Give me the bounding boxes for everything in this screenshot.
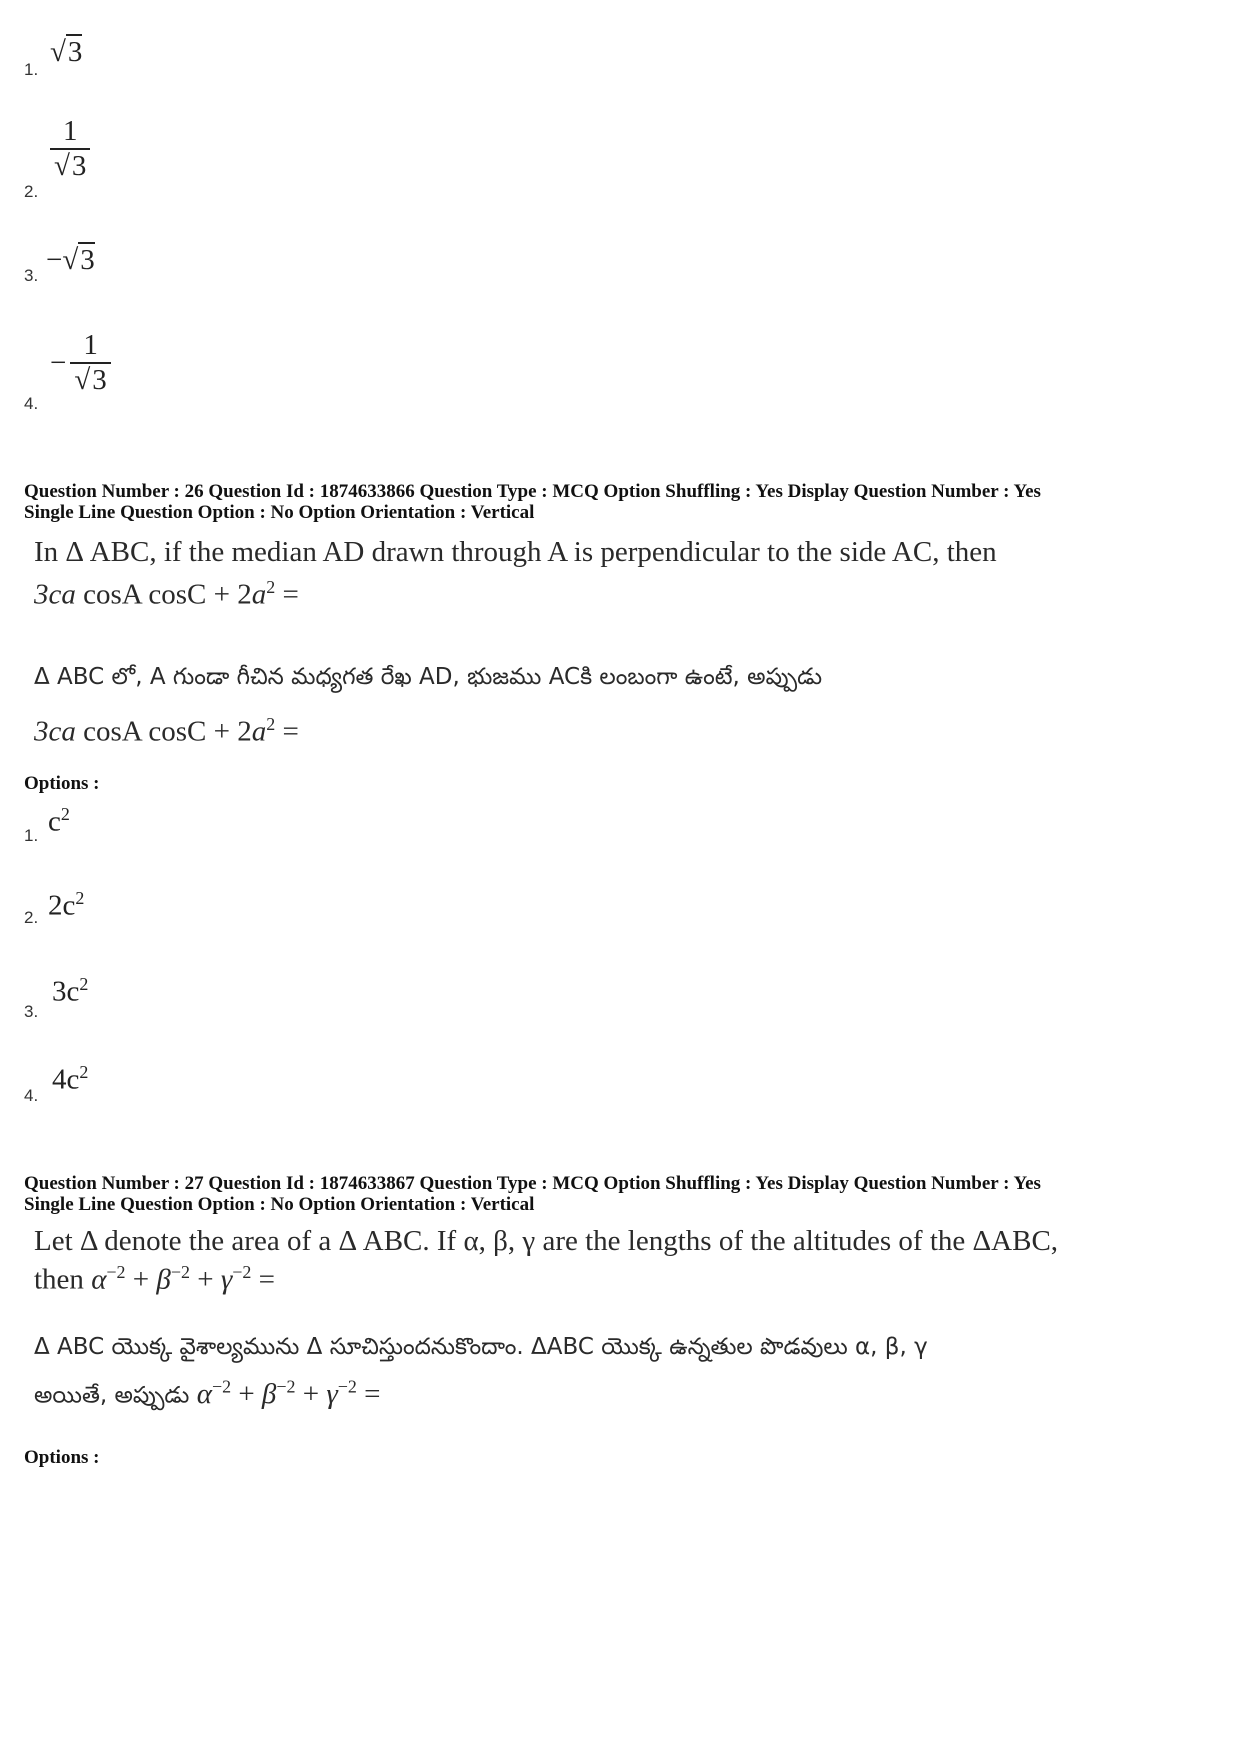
prev-option-4-number: 4. <box>24 394 39 413</box>
q26-option-4-value[interactable]: $4c^2$ <box>52 1062 89 1096</box>
prev-option-2-value[interactable] <box>50 116 90 183</box>
prev-option-4-value[interactable]: − $\frac{1}{√3}$ <box>50 330 111 397</box>
prev-option-1-value[interactable] <box>50 36 82 69</box>
question-27-options-label: Options : <box>24 1447 100 1468</box>
question-26-english-expression: 3ca cosA $\cos C + 2a^2$ = <box>34 577 299 611</box>
question-27-telugu-line2: అయితే, అప్పుడు $\alpha^{-2} + \beta^{-2} + \gamma^{-2}$ = <box>34 1376 381 1410</box>
question-26-english-line1: In Δ ABC, if the median AD drawn through A is perpendicular to the side AC, then <box>34 536 997 568</box>
question-26-telugu-expression: 3ca cosA $\cos C + 2a^2$ = <box>34 714 299 748</box>
question-26-meta-line1: Question Number : 26 Question Id : 1874633866 Question Type : MCQ Option Shuffling : Yes Display Question Number : Yes <box>24 481 1041 502</box>
question-27-meta-line2: Single Line Question Option : No Option Orientation : Vertical <box>24 1194 535 1215</box>
prev-option-3-value[interactable]: −√3 <box>46 244 95 276</box>
q26-option-3-number: 3. <box>24 1002 39 1021</box>
q26-option-4-number: 4. <box>24 1086 39 1105</box>
fraction: $\frac{1}{√3}$ <box>70 330 110 397</box>
prev-option-3-number: 3. <box>24 266 39 285</box>
fraction: $\frac{1}{√3}$ <box>50 116 90 183</box>
q26-option-1-value[interactable]: $c^2$ <box>48 804 70 838</box>
question-26-options-label: Options : <box>24 773 100 794</box>
question-26-meta-line2: Single Line Question Option : No Option Orientation : Vertical <box>24 502 535 523</box>
q26-option-3-value[interactable]: $3c^2$ <box>52 974 89 1008</box>
prev-option-2-number: 2. <box>24 182 39 201</box>
q26-option-2-value[interactable]: $2c^2$ <box>48 888 85 922</box>
question-26-telugu-line1: Δ ABC లో, A గుండా గీచిన మధ్యగత రేఖ AD, భుజము ACకి లంబంగా ఉంటే, అప్పుడు <box>34 664 823 690</box>
question-27-telugu-line1: Δ ABC యొక్క వైశాల్యమును Δ సూచిస్తుందనుకొందాం. ΔABC యొక్క ఉన్నతుల పొడవులు α, β, γ <box>34 1334 928 1360</box>
sqrt-symbol: √3 <box>50 36 83 68</box>
q26-option-2-number: 2. <box>24 908 39 927</box>
question-27-meta-line1: Question Number : 27 Question Id : 1874633867 Question Type : MCQ Option Shuffling : Yes Display Question Number : Yes <box>24 1173 1041 1194</box>
q26-option-1-number: 1. <box>24 826 39 845</box>
question-27-english-line1: Let Δ denote the area of a Δ ABC. If α, β, γ are the lengths of the altitudes of the ΔABC, <box>34 1225 1059 1257</box>
prev-option-1-number: 1. <box>24 60 39 79</box>
question-27-english-line2: then $\alpha^{-2} + \beta^{-2} + \gamma^{-2}$ = <box>34 1262 276 1296</box>
